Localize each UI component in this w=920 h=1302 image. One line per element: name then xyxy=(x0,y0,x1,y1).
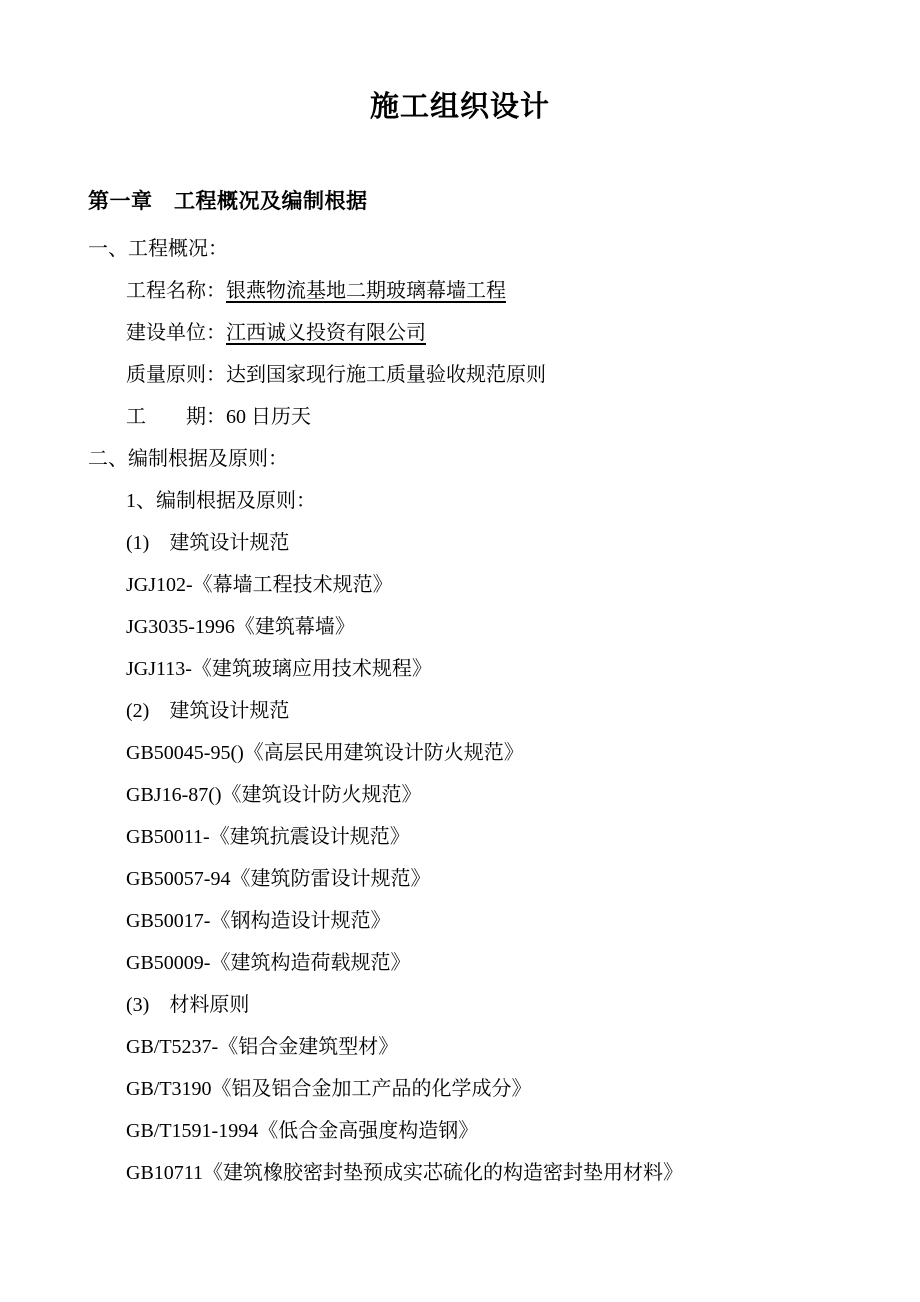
paragraph-list xyxy=(0,228,920,1194)
paragraph-line: (2) 建筑设计规范 xyxy=(126,700,290,722)
document-title: 施工组织设计 xyxy=(369,91,550,123)
paragraph-line: GB50045-95()《高层民用建筑设计防火规范》 xyxy=(126,742,524,764)
paragraph-line: 二、编制根据及原则： xyxy=(88,448,288,470)
paragraph-line xyxy=(0,312,920,354)
paragraph-line: 一、工程概况： xyxy=(88,238,228,260)
paragraph-line: GB50009-《建筑构造荷载规范》 xyxy=(126,952,411,974)
field-value: 江西诚义投资有限公司 xyxy=(226,322,426,344)
paragraph-line: JG3035-1996《建筑幕墙》 xyxy=(126,616,355,638)
field-value: 银燕物流基地二期玻璃幕墙工程 xyxy=(226,280,506,302)
paragraph-line: 质量原则：达到国家现行施工质量验收规范原则 xyxy=(126,364,546,386)
paragraph-line: (3) 材料原则 xyxy=(126,994,250,1016)
paragraph-line: 工 期：60 日历天 xyxy=(126,406,311,428)
paragraph-line: JGJ113-《建筑玻璃应用技术规程》 xyxy=(126,658,432,680)
chapter-heading: 第一章 工程概况及编制根据 xyxy=(88,189,368,213)
paragraph-line: GB/T3190《铝及铝合金加工产品的化学成分》 xyxy=(126,1078,532,1100)
paragraph-line: JGJ102-《幕墙工程技术规范》 xyxy=(126,574,393,596)
paragraph-line: GB/T5237-《铝合金建筑型材》 xyxy=(126,1036,399,1058)
paragraph-line: GB10711《建筑橡胶密封垫预成实芯硫化的构造密封垫用材料》 xyxy=(126,1162,684,1184)
paragraph-line: (1) 建筑设计规范 xyxy=(126,532,290,554)
field-label: 工程名称： xyxy=(126,280,226,302)
paragraph-line: GBJ16-87()《建筑设计防火规范》 xyxy=(126,784,422,806)
paragraph-line: GB50017-《钢构造设计规范》 xyxy=(126,910,391,932)
paragraph-line xyxy=(0,270,920,312)
paragraph-line: GB/T1591-1994《低合金高强度构造钢》 xyxy=(126,1120,479,1142)
paragraph-line: GB50011-《建筑抗震设计规范》 xyxy=(126,826,410,848)
paragraph-line: GB50057-94《建筑防雷设计规范》 xyxy=(126,868,431,890)
field-label: 建设单位： xyxy=(126,322,226,344)
paragraph-line: 1、编制根据及原则： xyxy=(126,490,316,512)
